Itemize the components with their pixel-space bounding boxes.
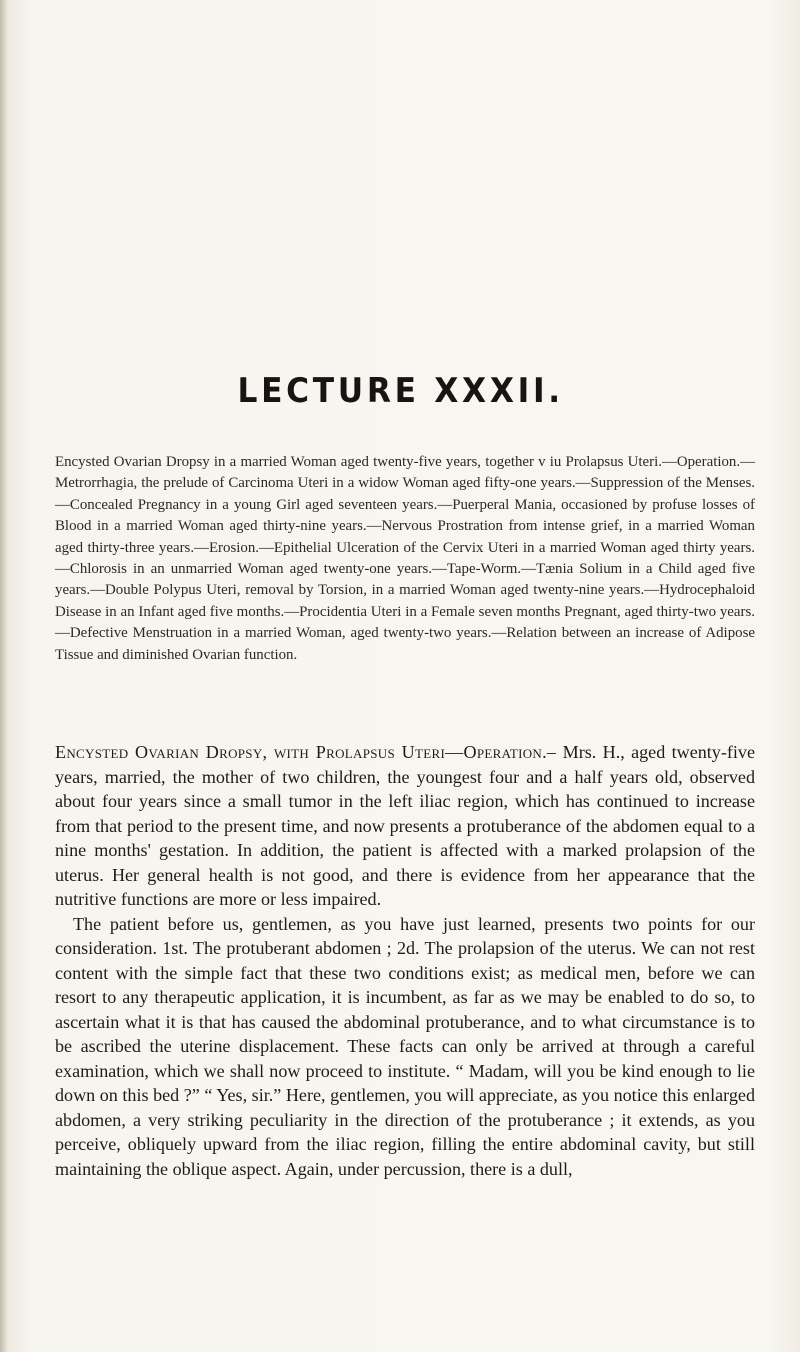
lecture-body: [55, 740, 755, 1181]
body-paragraph-first: [55, 740, 755, 912]
section-title: Encysted Ovarian Dropsy, with Prolapsus Uteri—Operation.–: [55, 742, 557, 762]
lecture-summary: Encysted Ovarian Dropsy in a married Woman aged twenty-five years, together v iu Prolapsus Uteri.—Operation.—Metrorrhagia, the prelude of Carcinoma Uteri in a widow Woman aged fifty-one years.—Suppression of the Menses.—Concealed Pregnancy in a young Girl aged seventeen years.—Puerperal Mania, occasioned by profuse losses of Blood in a married Woman aged thirty-nine years.—Nervous Prostration from intense grief, in a married Woman aged thirty-three years.—Erosion.—Epithelial Ulceration of the Cervix Uteri in a married Woman aged thirty years.—Chlorosis in an unmarried Woman aged twenty-one years.—Tape-Worm.—Tænia Solium in a Child aged five years.—Double Polypus Uteri, removal by Torsion, in a married Woman aged twenty-nine years.—Hydrocephaloid Disease in an Infant aged five months.—Procidentia Uteri in a Female seven months Pregnant, aged thirty-two years.—Defective Menstruation in a married Woman, aged twenty-two years.—Relation between an increase of Adipose Tissue and diminished Ovarian function.: [55, 454, 755, 663]
body-paragraph-1-text: Mrs. H., aged twenty-five years, married, the mother of two children, the youngest four and a half years old, observed about four years since a small tumor in the left iliac region, which has continued to increase from that period to the present time, and now presents a protuberance of the abdomen equal to a nine months' gestation. In addition, the patient is affected with a marked prolapsion of the uterus. Her general health is not good, and there is evidence from her appearance that the nutritive functions are more or less impaired.: [55, 742, 755, 909]
page-gutter-shadow: [0, 0, 8, 1352]
body-paragraph-second: The patient before us, gentlemen, as you have just learned, presents two points for our consideration. 1st. The protuberant abdomen ; 2d. The prolapsion of the uterus. We can not rest content with the simple fact that these two conditions exist; as medical men, before we can resort to any therapeutic application, it is incumbent, as far as we may be enabled to do so, to ascertain what it is that has caused the abdominal protuberance, and to what circumstance is to be ascribed the uterine displacement. These facts can only be arrived at through a careful examination, which we shall now proceed to institute. “ Madam, will you be kind enough to lie down on this bed ?” “ Yes, sir.” Here, gentlemen, you will appreciate, as you notice this enlarged abdomen, a very striking peculiarity in the direction of the protuberance ; it extends, as you perceive, obliquely upward from the iliac region, filling the entire abdominal cavity, but still maintaining the oblique aspect. Again, under percussion, there is a dull,: [55, 913, 755, 1179]
lecture-heading: LECTURE XXXII.: [237, 371, 564, 411]
